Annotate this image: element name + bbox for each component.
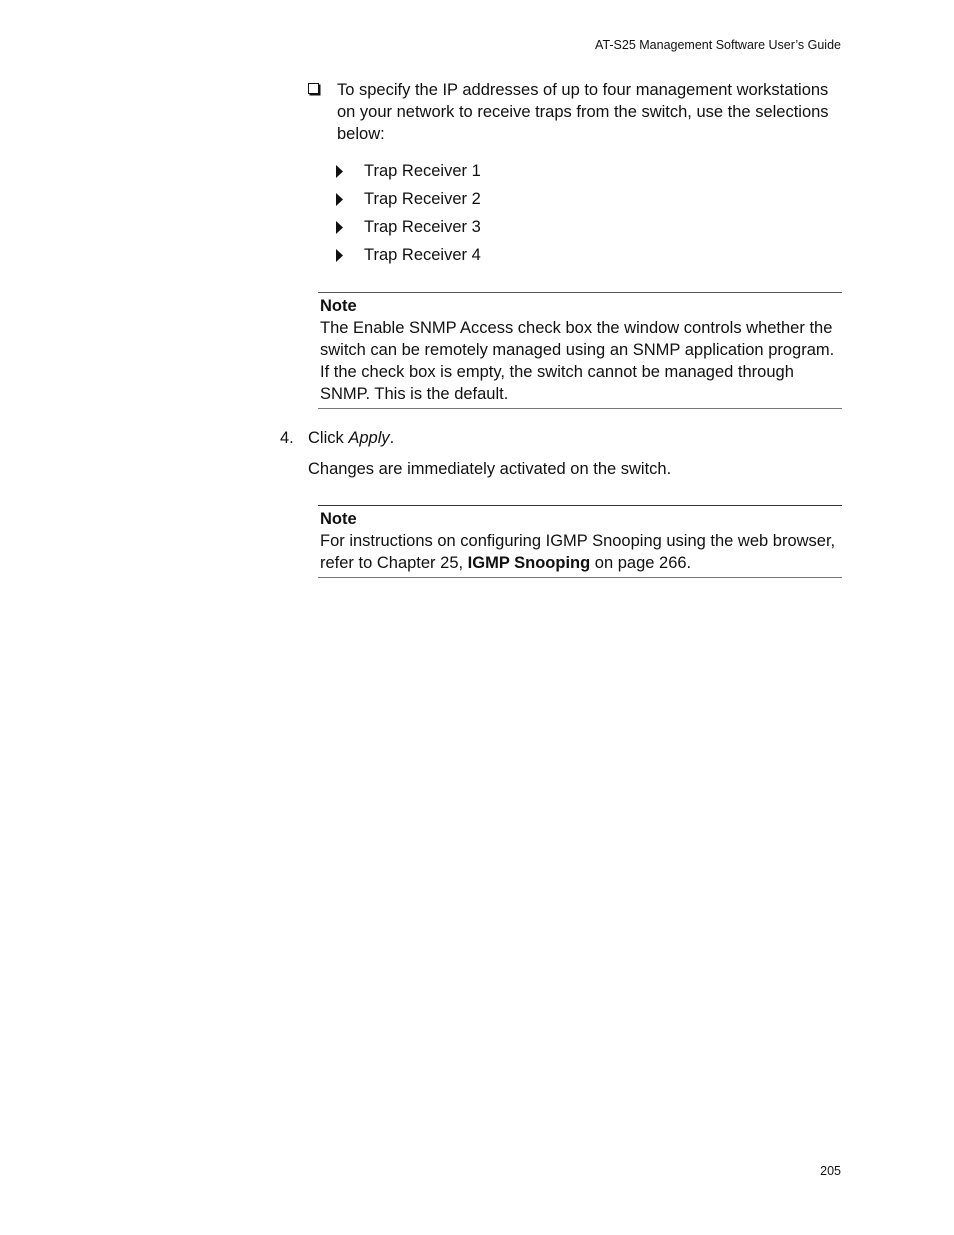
step-result: Changes are immediately activated on the switch. <box>308 460 672 478</box>
step-suffix: . <box>389 429 395 447</box>
note-box-snmp <box>318 292 842 409</box>
list-item-label: Trap Receiver 2 <box>364 190 481 208</box>
running-header: AT-S25 Management Software User’s Guide <box>595 38 841 52</box>
list-item <box>336 160 481 188</box>
checkbox-paragraph-text: To specify the IP addresses of up to four management workstations on your network to receive traps from the switch, use the selections below: <box>337 81 829 143</box>
note-title: Note <box>320 510 357 528</box>
page-number: 205 <box>820 1164 841 1178</box>
triangle-bullet-icon <box>336 221 343 234</box>
list-item <box>336 188 481 216</box>
step-number: 4. <box>280 429 294 447</box>
note-body-prefix: For instructions on configuring IGMP Snooping using the web browser, refer to Chapter 25, <box>320 532 836 572</box>
list-item-label: Trap Receiver 1 <box>364 162 481 180</box>
triangle-bullet-icon <box>336 249 343 262</box>
trap-receiver-list <box>336 160 481 272</box>
step-prefix: Click <box>308 429 349 447</box>
list-item <box>336 244 481 272</box>
triangle-bullet-icon <box>336 165 343 178</box>
list-item <box>336 216 481 244</box>
triangle-bullet-icon <box>336 193 343 206</box>
note-box-igmp <box>318 505 842 578</box>
checkbox-paragraph <box>308 79 848 145</box>
step-action: Apply <box>348 429 390 447</box>
checkbox-bullet-icon <box>308 83 319 94</box>
note-body: The Enable SNMP Access check box the window controls whether the switch can be remotely managed using an SNMP application program. If the check box is empty, the switch cannot be managed through SNMP. This is the default. <box>320 319 835 403</box>
list-item-label: Trap Receiver 4 <box>364 246 481 264</box>
note-body-suffix: on page 266. <box>590 554 692 572</box>
list-item-label: Trap Receiver 3 <box>364 218 481 236</box>
step-4 <box>280 427 394 449</box>
chapter-link[interactable]: IGMP Snooping <box>467 554 591 572</box>
note-title: Note <box>320 297 357 315</box>
